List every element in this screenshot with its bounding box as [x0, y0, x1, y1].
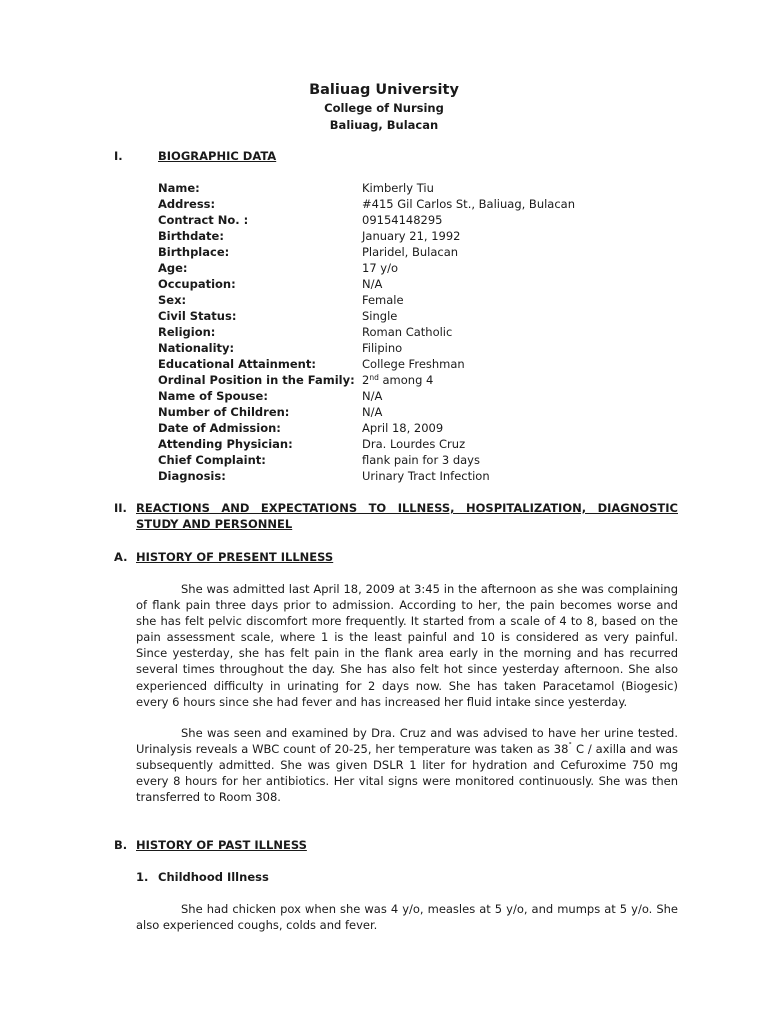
- bio-row: [158, 468, 678, 484]
- bio-value: #415 Gil Carlos St., Baliuag, Bulacan: [362, 197, 576, 211]
- bio-label: Nationality:: [158, 341, 235, 355]
- bio-row: [158, 180, 678, 196]
- bio-label: Chief Complaint:: [158, 453, 266, 467]
- bio-value: [362, 372, 433, 388]
- college-location: Baliuag, Bulacan: [329, 118, 439, 132]
- bio-value: flank pain for 3 days: [362, 453, 480, 467]
- bio-row: [158, 324, 678, 340]
- bio-label: Date of Admission:: [158, 421, 281, 435]
- bio-row: [158, 388, 678, 404]
- bio-value: N/A: [362, 389, 383, 403]
- bio-row: [158, 244, 678, 260]
- bio-label: Contract No. :: [158, 213, 249, 227]
- bio-label: Civil Status:: [158, 309, 237, 323]
- bio-label: Occupation:: [158, 277, 236, 291]
- paragraph-2-text-end: C / axilla and was subsequently admitted. She was given DSLR 1 liter for hydration and Cefuroxime 750 mg every 8 hours for her antibiotics. Her vital signs were monitored continuously. She was then transferred to Room 308.: [136, 742, 678, 805]
- document-header: [0, 80, 768, 134]
- bio-label: Diagnosis:: [158, 469, 226, 483]
- college-name: College of Nursing: [324, 101, 444, 115]
- section-a-title: HISTORY OF PRESENT ILLNESS: [136, 550, 334, 564]
- bio-value: Urinary Tract Infection: [362, 469, 490, 483]
- bio-row: [158, 308, 678, 324]
- bio-row: [158, 228, 678, 244]
- section-2-heading: [114, 500, 678, 532]
- bio-row: [158, 260, 678, 276]
- section-b-number: B.: [114, 838, 128, 852]
- section-1-number: I.: [114, 149, 123, 163]
- childhood-illness-number: 1.: [136, 870, 149, 884]
- bio-value-suffix: among 4: [378, 373, 434, 387]
- bio-row: [158, 292, 678, 308]
- bio-value: 09154148295: [362, 213, 443, 227]
- bio-row: [158, 276, 678, 292]
- paragraph-2-text-start: She was seen and examined by Dra. Cruz and was advised to have her urine tested. Urinalysis reveals a WBC count of 20-25, her temperature was taken as 38: [136, 726, 678, 757]
- bio-label: Birthdate:: [158, 229, 224, 243]
- bio-label: Religion:: [158, 325, 216, 339]
- bio-value: Plaridel, Bulacan: [362, 245, 459, 259]
- bio-value: Female: [362, 293, 404, 307]
- section-2-number: II.: [114, 501, 127, 515]
- bio-row: [158, 212, 678, 228]
- bio-value: January 21, 1992: [362, 229, 461, 243]
- bio-value: College Freshman: [362, 357, 465, 371]
- bio-value: Roman Catholic: [362, 325, 453, 339]
- bio-row: [158, 340, 678, 356]
- bio-row: [158, 452, 678, 468]
- bio-value: Single: [362, 309, 398, 323]
- bio-label: Name:: [158, 181, 200, 195]
- childhood-illness-paragraph: She had chicken pox when she was 4 y/o, measles at 5 y/o, and mumps at 5 y/o. She also experienced coughs, colds and fever.: [136, 902, 678, 933]
- biographic-data-list: [158, 180, 678, 484]
- bio-row: [158, 196, 678, 212]
- section-1-title: BIOGRAPHIC DATA: [158, 149, 277, 163]
- bio-label: Age:: [158, 261, 188, 275]
- bio-value: Dra. Lourdes Cruz: [362, 437, 466, 451]
- bio-label: Ordinal Position in the Family:: [158, 373, 355, 387]
- bio-row: [158, 356, 678, 372]
- bio-label: Address:: [158, 197, 216, 211]
- bio-label: Birthplace:: [158, 245, 230, 259]
- bio-label: Educational Attainment:: [158, 357, 316, 371]
- section-a-number: A.: [114, 550, 128, 564]
- bio-value: Filipino: [362, 341, 403, 355]
- degree-symbol: ˚: [568, 742, 573, 752]
- bio-label: Sex:: [158, 293, 187, 307]
- bio-row: [158, 420, 678, 436]
- bio-value-superscript: nd: [369, 373, 379, 382]
- bio-label: Attending Physician:: [158, 437, 293, 451]
- bio-row: [158, 436, 678, 452]
- present-illness-paragraph-1: She was admitted last April 18, 2009 at 3:45 in the afternoon as she was complaining of flank pain three days prior to admission. According to her, the pain becomes worse and she has felt pelvic discomfort more frequently. It started from a scale of 4 to 8, based on the pain assessment scale, where 1 is the least painful and 10 is considered as very painful. Since yesterday, she has felt pain in the flank area early in the morning and has recurred several times throughout the day. She has also felt hot since yesterday afternoon. She also experienced difficulty in urinating for 2 days now. She has taken Paracetamol (Biogesic) every 6 hours since she had fever and has increased her fluid intake since yesterday.: [136, 582, 678, 709]
- bio-value: Kimberly Tiu: [362, 181, 434, 195]
- section-b-title: HISTORY OF PAST ILLNESS: [136, 838, 307, 852]
- childhood-illness-title: Childhood Illness: [158, 870, 269, 884]
- bio-label: Number of Children:: [158, 405, 290, 419]
- bio-value: 17 y/o: [362, 261, 399, 275]
- bio-value: N/A: [362, 277, 383, 291]
- bio-value: N/A: [362, 405, 383, 419]
- bio-row: [158, 372, 678, 388]
- bio-value: April 18, 2009: [362, 421, 444, 435]
- university-name: Baliuag University: [309, 82, 459, 98]
- bio-label: Name of Spouse:: [158, 389, 268, 403]
- bio-row: [158, 404, 678, 420]
- present-illness-paragraph-2: [136, 725, 678, 805]
- section-2-title: REACTIONS AND EXPECTATIONS TO ILLNESS, HOSPITALIZATION, DIAGNOSTIC STUDY AND PERSONNEL: [136, 501, 678, 531]
- bio-value-prefix: 2: [362, 373, 370, 387]
